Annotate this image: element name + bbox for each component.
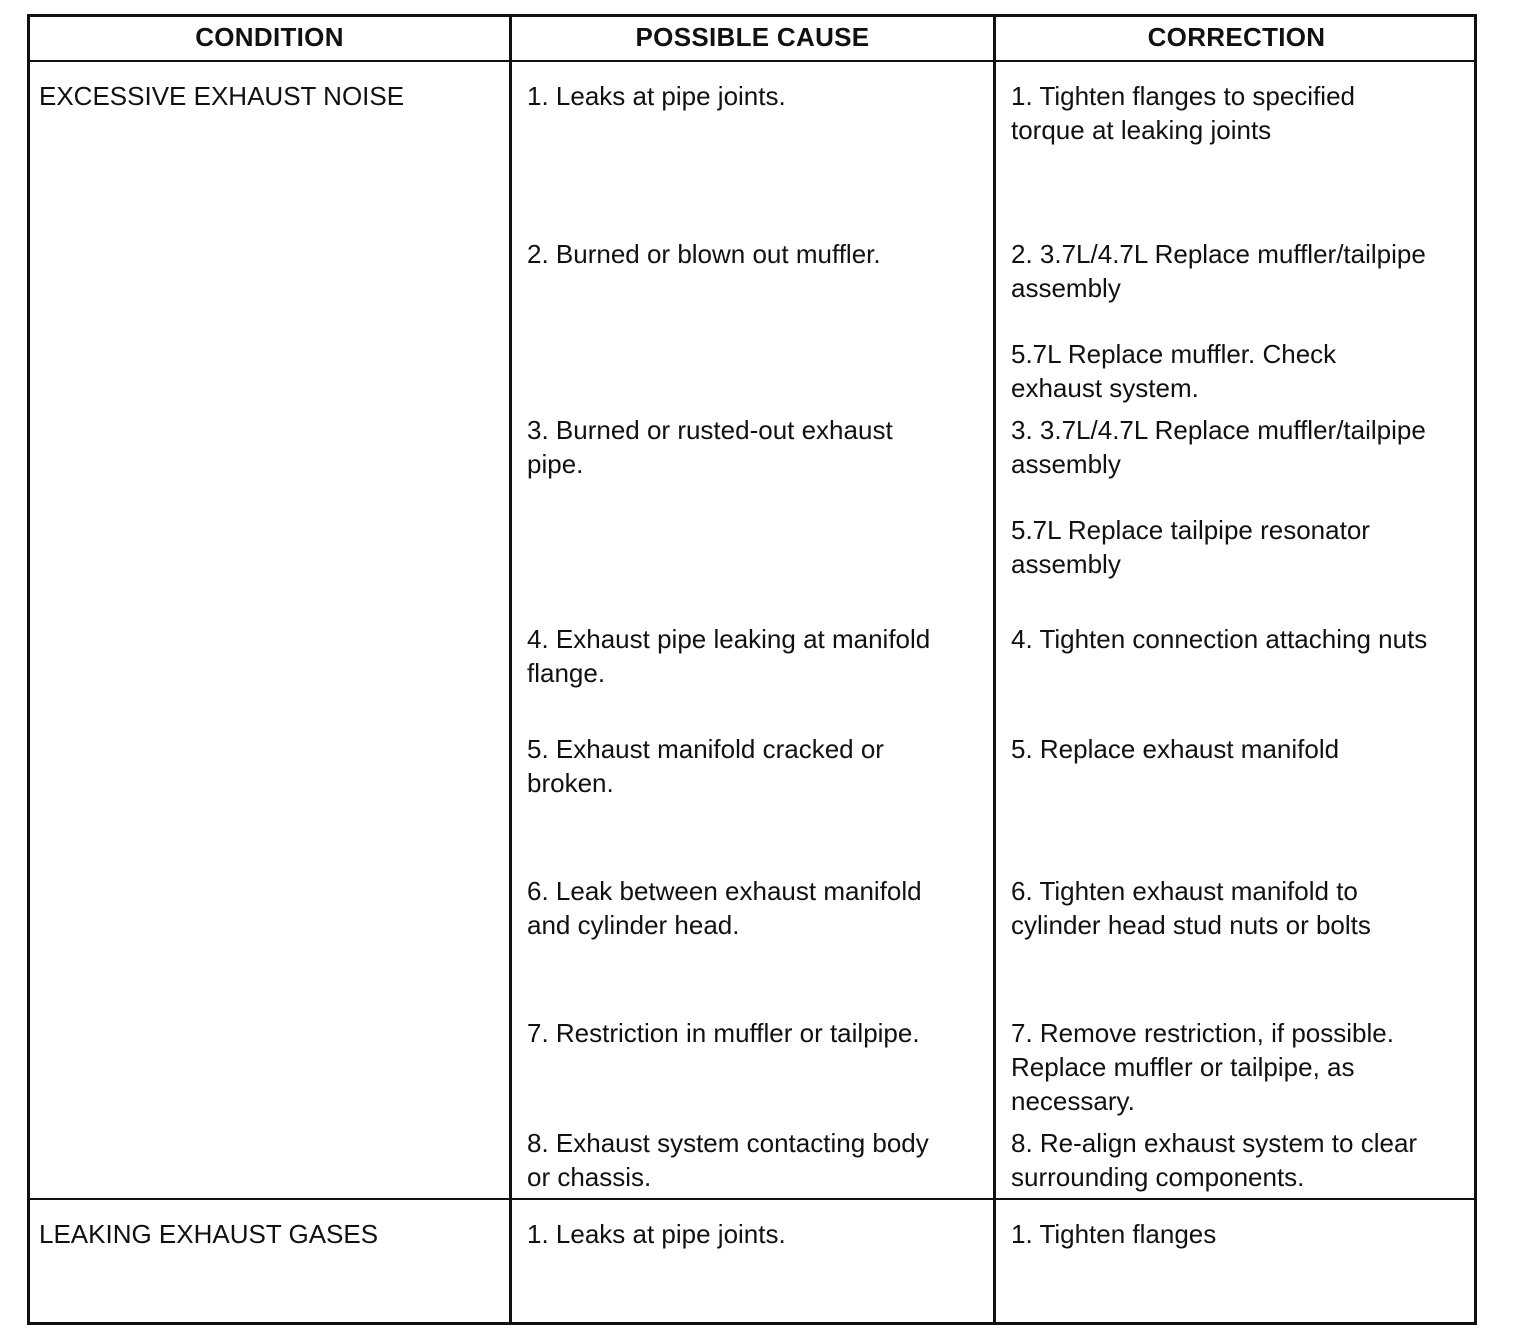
- cause-cell: 6. Leak between exhaust manifold and cylinder head.: [527, 876, 922, 940]
- correction-cell: 7. Remove restriction, if possible. Replace muffler or tailpipe, as necessary.: [1011, 1018, 1394, 1116]
- correction-cell: 3. 3.7L/4.7L Replace muffler/tailpipe assembly: [1011, 415, 1426, 479]
- cause-cell: 2. Burned or blown out muffler.: [527, 239, 881, 269]
- correction-cell: 5.7L Replace muffler. Check exhaust system.: [1011, 339, 1337, 403]
- cause-cell: 4. Exhaust pipe leaking at manifold flange.: [527, 624, 931, 688]
- condition-cell: EXCESSIVE EXHAUST NOISE: [39, 81, 405, 111]
- correction-cell: 4. Tighten connection attaching nuts: [1011, 624, 1428, 654]
- header-possible-cause: POSSIBLE CAUSE: [635, 22, 870, 52]
- cause-cell: 1. Leaks at pipe joints.: [527, 1219, 786, 1249]
- header-correction: CORRECTION: [1147, 22, 1326, 52]
- correction-cell: 1. Tighten flanges to specified torque at leaking joints: [1011, 81, 1356, 145]
- cause-cell: 5. Exhaust manifold cracked or broken.: [527, 734, 884, 798]
- column-divider: [993, 17, 996, 1322]
- correction-cell: 6. Tighten exhaust manifold to cylinder head stud nuts or bolts: [1011, 876, 1371, 940]
- header-divider: [30, 60, 1474, 62]
- cause-cell: 7. Restriction in muffler or tailpipe.: [527, 1018, 920, 1048]
- condition-cell: LEAKING EXHAUST GASES: [39, 1219, 379, 1249]
- cause-cell: 8. Exhaust system contacting body or chassis.: [527, 1128, 929, 1192]
- correction-cell: 1. Tighten flanges: [1011, 1219, 1217, 1249]
- row-divider: [30, 1198, 1474, 1200]
- header-condition: CONDITION: [195, 22, 344, 52]
- column-divider: [509, 17, 512, 1322]
- cause-cell: 3. Burned or rusted-out exhaust pipe.: [527, 415, 893, 479]
- correction-cell: 8. Re-align exhaust system to clear surrounding components.: [1011, 1128, 1418, 1192]
- cause-cell: 1. Leaks at pipe joints.: [527, 81, 786, 111]
- troubleshooting-table: [27, 14, 1477, 1325]
- correction-cell: 2. 3.7L/4.7L Replace muffler/tailpipe assembly: [1011, 239, 1426, 303]
- correction-cell: 5. Replace exhaust manifold: [1011, 734, 1340, 764]
- correction-cell: 5.7L Replace tailpipe resonator assembly: [1011, 515, 1370, 579]
